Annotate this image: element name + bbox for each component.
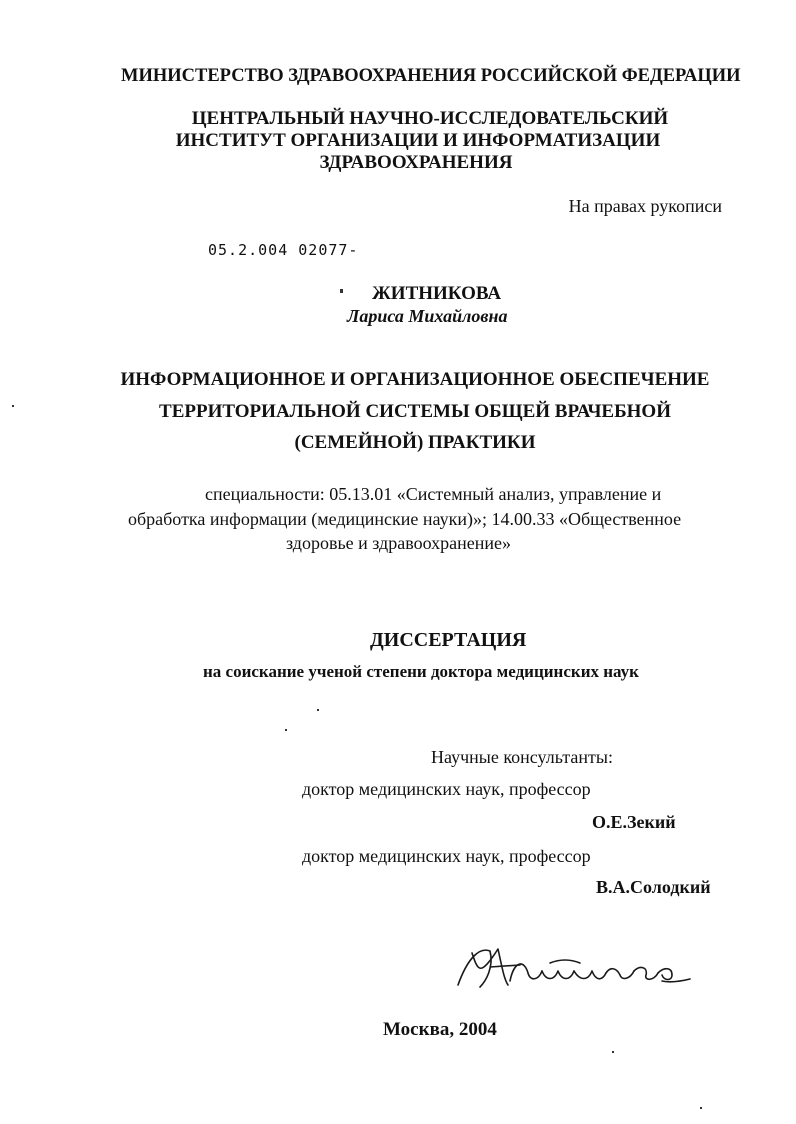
thesis-title-line1: ИНФОРМАЦИОННОЕ И ОРГАНИЗАЦИОННОЕ ОБЕСПЕЧЕНИЕ [120,369,710,390]
document-type-heading: ДИССЕРТАЦИЯ [370,629,527,651]
registration-stamp: 05.2.004 02077- [208,241,359,259]
city-year: Москва, 2004 [383,1019,497,1040]
degree-sought: на соискание ученой степени доктора медицинских наук [203,662,639,681]
author-signature [450,937,700,997]
thesis-title-line2: ТЕРРИТОРИАЛЬНОЙ СИСТЕМЫ ОБЩЕЙ ВРАЧЕБНОЙ [159,401,671,422]
manuscript-rights-note: На правах рукописи [568,196,722,216]
institute-name-line2: ИНСТИТУТ ОРГАНИЗАЦИИ И ИНФОРМАТИЗАЦИИ [175,130,661,151]
consultant-2-name: В.А.Солодкий [596,877,711,897]
specialties-line1: специальности: 05.13.01 «Системный анализ, управление и [205,484,662,504]
specialties-line3: здоровье и здравоохранение» [286,533,511,553]
consultant-1-name: О.Е.Зекий [592,812,676,832]
scan-speck [12,405,14,407]
author-surname: ЖИТНИКОВА [372,283,502,304]
scan-speck [700,1107,702,1109]
scan-speck [340,289,343,293]
scan-speck [285,729,287,731]
consultant-1-degree: доктор медицинских наук, профессор [302,779,591,799]
institute-name-line3: ЗДРАВООХРАНЕНИЯ [319,152,513,173]
consultants-heading: Научные консультанты: [431,747,613,767]
ministry-name: МИНИСТЕРСТВО ЗДРАВООХРАНЕНИЯ РОССИЙСКОЙ ФЕДЕРАЦИИ [121,66,741,86]
specialties-line2: обработка информации (медицинские науки)»; 14.00.33 «Общественное [128,509,682,529]
scan-speck [317,709,319,711]
author-given-names: Лариса Михайловна [347,306,508,326]
scan-speck [612,1051,614,1053]
institute-name-line1: ЦЕНТРАЛЬНЫЙ НАУЧНО-ИССЛЕДОВАТЕЛЬСКИЙ [191,108,669,129]
consultant-2-degree: доктор медицинских наук, профессор [302,846,591,866]
thesis-title-line3: (СЕМЕЙНОЙ) ПРАКТИКИ [294,432,536,453]
